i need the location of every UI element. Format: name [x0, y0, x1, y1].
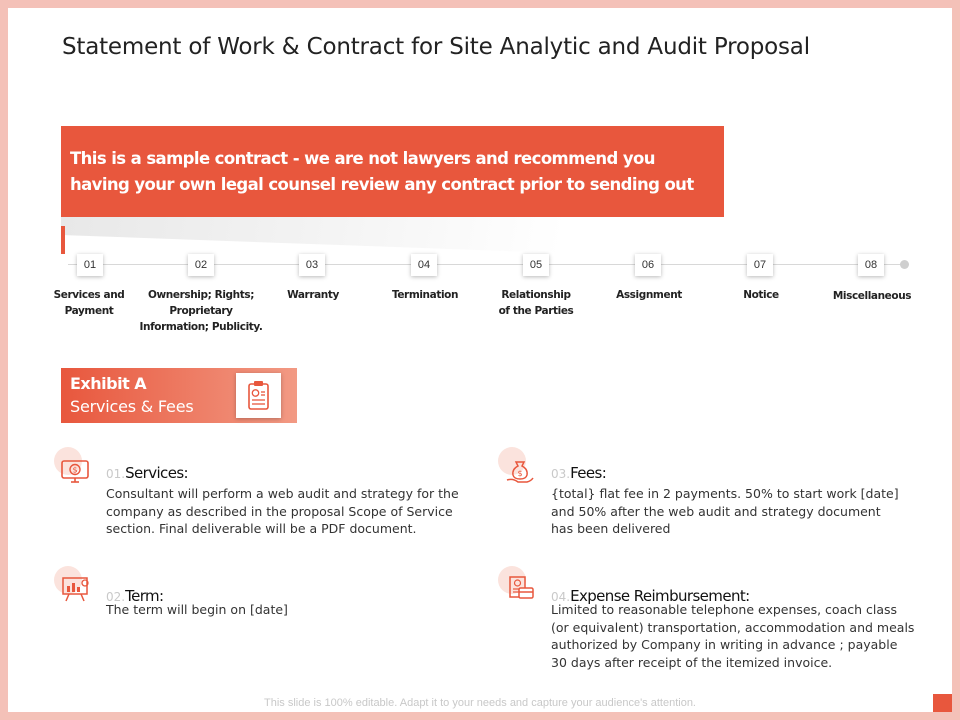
term-title: Term: [125, 587, 164, 605]
step-badge-03: 03 [299, 254, 325, 276]
term-number: 02. [106, 590, 126, 604]
step-label-line: Services and [53, 289, 125, 301]
banner-line-1: This is a sample contract - we are not lawyers and recommend you [70, 149, 655, 168]
term-description [106, 601, 288, 619]
exhibit-header [61, 368, 297, 423]
slide [8, 8, 952, 712]
step-label-line: of the Parties [498, 305, 574, 317]
services-number: 01. [106, 467, 126, 481]
step-label-01 [24, 287, 154, 319]
fees-number: 03. [551, 467, 571, 481]
body-line: Limited to reasonable telephone expenses, coach class [551, 602, 898, 617]
receipt-card-icon [506, 574, 536, 609]
money-monitor-icon [60, 458, 90, 491]
fees-heading [551, 463, 606, 482]
step-badge-02: 02 [188, 254, 214, 276]
exhibit-subtitle: Services & Fees [70, 397, 194, 416]
step-label-line: Miscellaneous [832, 290, 912, 302]
exhibit-title: Exhibit A [70, 374, 147, 393]
step-label-line: Relationship [501, 289, 571, 301]
disclaimer-banner [61, 126, 724, 217]
svg-text:$: $ [72, 465, 78, 475]
step-badge-06: 06 [635, 254, 661, 276]
expense-description [551, 601, 914, 671]
step-label-line: Termination [391, 289, 459, 301]
step-label-line: Proprietary [169, 305, 233, 317]
step-label-03 [248, 287, 378, 303]
step-badge-05: 05 [523, 254, 549, 276]
corner-accent [933, 694, 952, 712]
money-bag-hand-icon [505, 457, 535, 492]
expense-number: 04. [551, 590, 571, 604]
body-line: company as described in the proposal Scope of Service [106, 503, 453, 519]
page-title: Statement of Work & Contract for Site Analytic and Audit Proposal [62, 34, 810, 60]
svg-text:$: $ [517, 469, 523, 478]
step-label-05 [471, 287, 601, 319]
services-description [106, 485, 459, 538]
step-label-02 [136, 287, 266, 335]
step-label-line: Warranty [287, 289, 339, 301]
step-badge-01: 01 [77, 254, 103, 276]
step-label-line: Information; Publicity. [139, 321, 263, 333]
fees-title: Fees: [570, 464, 607, 482]
body-line: The term will begin on [date] [106, 602, 288, 617]
body-line: 30 days after receipt of the itemized invoice. [551, 654, 833, 670]
step-badge-04: 04 [411, 254, 437, 276]
body-line: {total} flat fee in 2 payments. 50% to start work [date] [551, 486, 899, 501]
step-label-line: Notice [743, 289, 779, 301]
expense-title: Expense Reimbursement: [570, 587, 750, 605]
body-line: has been delivered [551, 521, 671, 536]
invoice-clipboard-icon [236, 373, 281, 418]
body-line: (or equivalent) transportation, accommodation and meals [551, 619, 915, 635]
body-line: Consultant will perform a web audit and strategy for the [106, 486, 459, 501]
body-line: authorized by Company in writing in advance ; payable [551, 637, 898, 652]
body-line: section. Final deliverable will be a PDF document. [106, 521, 417, 536]
step-label-line: Payment [64, 305, 114, 317]
body-line: and 50% after the web audit and strategy document [551, 503, 881, 519]
fees-description [551, 485, 899, 538]
services-heading [106, 463, 188, 482]
step-label-08 [807, 288, 937, 304]
banner-line-2: having your own legal counsel review any contract prior to sending out [70, 175, 694, 194]
banner-shadow [61, 217, 561, 253]
step-label-line: Assignment [616, 289, 682, 301]
banner-accent-bar [61, 226, 65, 254]
analytics-board-icon [61, 575, 91, 608]
services-title: Services: [125, 464, 188, 482]
timeline-end-dot [900, 260, 909, 269]
step-label-line: Ownership; Rights; [147, 289, 255, 301]
footer-note: This slide is 100% editable. Adapt it to your needs and capture your audience's attention. [264, 697, 696, 709]
step-label-06 [584, 287, 714, 303]
step-badge-07: 07 [747, 254, 773, 276]
step-badge-08: 08 [858, 254, 884, 276]
